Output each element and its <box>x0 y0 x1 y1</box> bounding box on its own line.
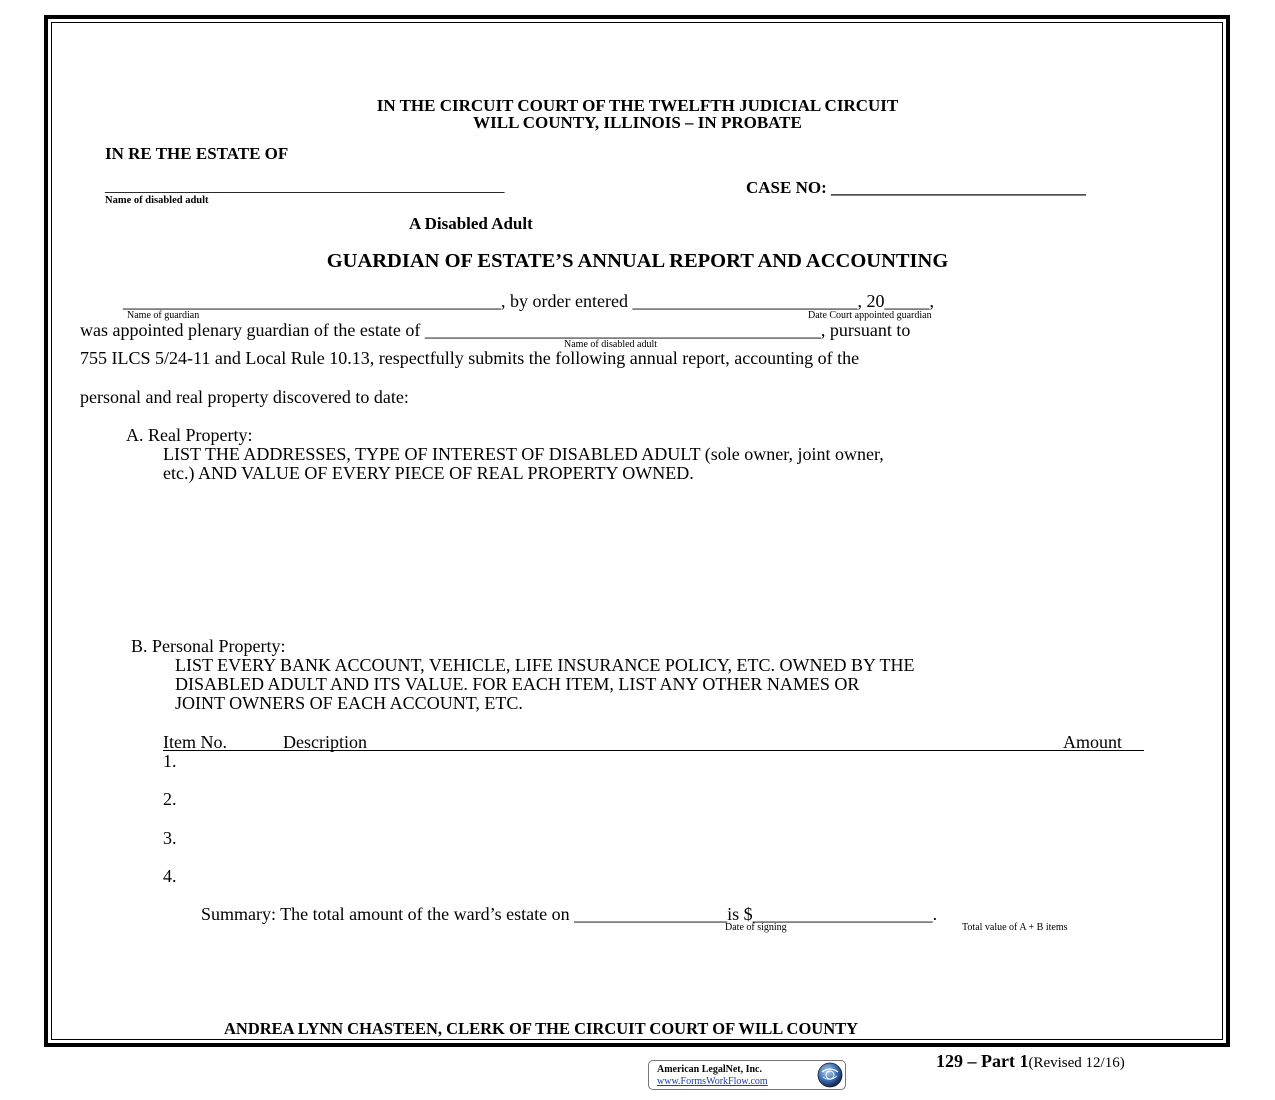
clerk-line: ANDREA LYNN CHASTEEN, CLERK OF THE CIRCUIT COURT OF WILL COUNTY <box>224 1019 859 1038</box>
section-b-instruction-2: DISABLED ADULT AND ITS VALUE. FOR EACH ITEM, LIST ANY OTHER NAMES OR <box>175 674 860 694</box>
section-b-instruction-3: JOINT OWNERS OF EACH ACCOUNT, ETC. <box>175 693 523 713</box>
item-row-3[interactable]: 3. <box>163 828 177 848</box>
column-item-no: Item No. <box>163 732 227 752</box>
section-b-heading: B. Personal Property: <box>131 636 286 656</box>
case-number-field[interactable]: CASE NO: ______________________________ <box>746 178 1087 197</box>
disabled-adult-caption: A Disabled Adult <box>409 214 533 233</box>
section-a-instruction-1: LIST THE ADDRESSES, TYPE OF INTEREST OF DISABLED ADULT (sole owner, joint owner, <box>163 444 884 464</box>
column-description: Description <box>283 732 367 752</box>
item-row-2[interactable]: 2. <box>163 789 177 809</box>
intro-line-guardian[interactable]: __________________________________________, by order entered _________________________, 20_____, <box>123 291 934 311</box>
intro-line-appointed[interactable]: was appointed plenary guardian of the estate of ____________________________________________, pursuant to <box>80 320 911 340</box>
vendor-url-link[interactable]: www.FormsWorkFlow.com <box>657 1076 768 1087</box>
page-border-inner <box>51 22 1223 1040</box>
court-header-line1: IN THE CIRCUIT COURT OF THE TWELFTH JUDICIAL CIRCUIT <box>376 96 899 115</box>
summary-line[interactable]: Summary: The total amount of the ward’s estate on _________________is $____________________. <box>201 904 938 924</box>
vendor-name: American LegalNet, Inc. <box>657 1064 762 1075</box>
form-title: GUARDIAN OF ESTATE’S ANNUAL REPORT AND ACCOUNTING <box>326 250 949 272</box>
form-number <box>936 1051 1125 1072</box>
intro-line-property: personal and real property discovered to date: <box>80 387 409 407</box>
guardian-name-label: Name of guardian <box>127 310 200 321</box>
column-amount: Amount <box>1063 732 1123 752</box>
disabled-adult-name-label: Name of disabled adult <box>105 195 209 206</box>
revision-date: (Revised 12/16) <box>1028 1055 1125 1071</box>
in-re-estate-label: IN RE THE ESTATE OF <box>105 144 289 163</box>
item-row-4[interactable]: 4. <box>163 866 177 886</box>
form-number-text: 129 – Part 1 <box>936 1051 1029 1071</box>
section-a-instruction-2: etc.) AND VALUE OF EVERY PIECE OF REAL PROPERTY OWNED. <box>163 463 694 483</box>
section-b-instruction-1: LIST EVERY BANK ACCOUNT, VEHICLE, LIFE INSURANCE POLICY, ETC. OWNED BY THE <box>175 655 915 675</box>
date-appointed-label: Date Court appointed guardian <box>808 310 932 321</box>
disabled-adult-name-line[interactable]: _______________________________________________ <box>105 176 505 195</box>
intro-disabled-adult-label: Name of disabled adult <box>564 339 658 350</box>
globe-icon <box>817 1062 843 1088</box>
section-a-heading: A. Real Property: <box>126 425 253 445</box>
vendor-logo[interactable] <box>648 1060 846 1090</box>
intro-line-statute: 755 ILCS 5/24-11 and Local Rule 10.13, respectfully submits the following annual report, accounting of the <box>80 348 860 368</box>
court-header-line2: WILL COUNTY, ILLINOIS – IN PROBATE <box>473 113 802 132</box>
summary-total-label: Total value of A + B items <box>962 922 1068 933</box>
item-row-1[interactable]: 1. <box>163 751 177 771</box>
summary-date-label: Date of signing <box>725 922 787 933</box>
